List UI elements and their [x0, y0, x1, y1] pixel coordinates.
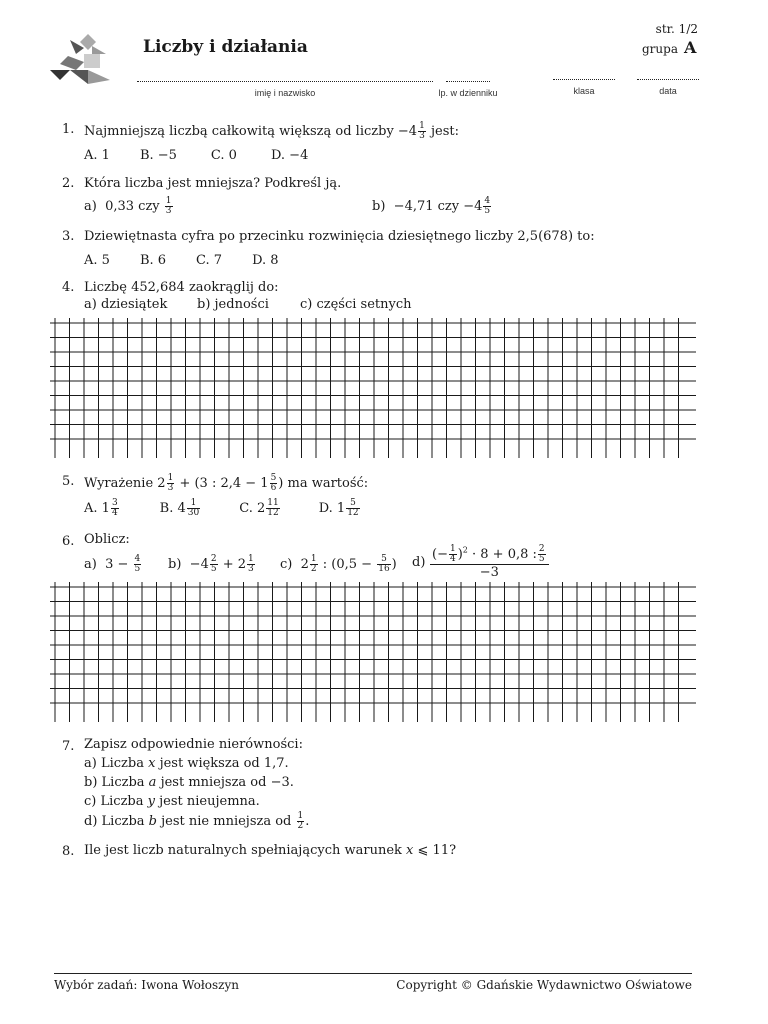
q2-part-b: b) −4,71 czy −4 $\frac{4}{5}$: [372, 196, 491, 216]
q5-option-b: B. 4 $\frac{1}{30}$: [159, 498, 200, 518]
worksheet-title: Liczby i działania: [143, 37, 308, 57]
footer-rule: [54, 973, 692, 974]
q1-text: Najmniejszą liczbą całkowitą większą od liczby −4 $\frac{1}{3}$ jest:: [84, 121, 459, 141]
q7-item-b: b) Liczba a jest mniejsza od −3.: [84, 775, 294, 790]
q3-text: Dziewiętnasta cyfra po przecinku rozwinięcia dziesiętnego liczby 2,5(678) to:: [84, 229, 595, 244]
group-label: grupa: [642, 42, 678, 56]
q1-option-c: C. 0: [210, 148, 237, 163]
q3-number: 3.: [62, 229, 75, 244]
q6-part-c: c) 2 $\frac{1}{2}$ : (0,5 − $\frac{5}{16}$ ): [280, 554, 397, 574]
q8-text: Ile jest liczb naturalnych spełniających warunek x ⩽ 11?: [84, 843, 457, 858]
footer-copyright: Copyright © Gdańskie Wydawnictwo Oświatowe: [396, 978, 692, 992]
publisher-logo: [48, 32, 114, 88]
q7-item-d: d) Liczba b jest nie mniejsza od $\frac{1}{2}$ .: [84, 811, 310, 831]
q6-number: 6.: [62, 534, 75, 549]
q4-part-a: a) dziesiątek: [84, 297, 168, 312]
index-line: [446, 72, 490, 82]
q2-number: 2.: [62, 176, 75, 191]
q3-option-a: A. 5: [84, 253, 110, 268]
answer-grid-q6[interactable]: [50, 582, 696, 722]
q1-number: 1.: [62, 122, 75, 137]
field-label-name: imię i nazwisko: [254, 88, 316, 98]
name-line: [137, 72, 433, 82]
group-value: A: [684, 38, 697, 57]
class-line: [553, 70, 615, 80]
q1-option-a: A. 1: [84, 148, 110, 163]
q3-option-c: C. 7: [196, 253, 223, 268]
field-label-date: data: [659, 86, 677, 96]
q2-text: Która liczba jest mniejsza? Podkreśl ją.: [84, 176, 342, 191]
q2-part-a: a) 0,33 czy $\frac{1}{3}$: [84, 196, 172, 216]
q3-option-d: D. 8: [252, 253, 279, 268]
q7-item-a: a) Liczba x jest większa od 1,7.: [84, 756, 289, 771]
q5-option-d: D. 1 $\frac{5}{12}$: [318, 498, 359, 518]
page-number: str. 1/2: [655, 22, 698, 36]
q8-number: 8.: [62, 844, 75, 859]
q7-item-c: c) Liczba y jest nieujemna.: [84, 794, 260, 809]
q4-number: 4.: [62, 280, 75, 295]
field-label-index: lp. w dzienniku: [438, 88, 498, 98]
q6-part-d-label: d): [412, 555, 426, 570]
q4-part-b: b) jedności: [197, 297, 269, 312]
q6-text: Oblicz:: [84, 532, 130, 547]
q3-options: [84, 253, 307, 268]
q1-option-d: D. −4: [270, 148, 309, 163]
q5-text: Wyrażenie 2 $\frac{1}{3}$ + (3 : 2,4 − 1 $\frac{5}{6}$ ) ma wartość:: [84, 473, 369, 493]
date-line: [637, 70, 699, 80]
q5-option-a: A. 1 $\frac{3}{4}$: [84, 498, 118, 518]
q7-text: Zapisz odpowiednie nierówności:: [84, 737, 303, 752]
field-label-class: klasa: [573, 86, 595, 96]
q4-part-c: c) części setnych: [300, 297, 412, 312]
q1-options: [84, 148, 336, 163]
q7-number: 7.: [62, 739, 75, 754]
q5-number: 5.: [62, 474, 75, 489]
q5-option-c: C. 2 $\frac{11}{12}$: [239, 498, 279, 518]
q6-part-a: a) 3 − $\frac{4}{5}$: [84, 554, 141, 574]
q6-part-b: b) −4 $\frac{2}{5}$ + 2 $\frac{1}{3}$: [168, 554, 254, 574]
q5-options: [84, 499, 389, 518]
q6-part-d: (− $\frac{1}{4}$ )$^2$ · 8 + 0,8 : $\frac{2}{5}$ −3: [430, 545, 549, 580]
q4-text: Liczbę 452,684 zaokrąglij do:: [84, 280, 279, 295]
footer-author: Wybór zadań: Iwona Wołoszyn: [54, 978, 239, 992]
answer-grid-q4[interactable]: [50, 318, 696, 458]
q3-option-b: B. 6: [139, 253, 167, 268]
q1-option-b: B. −5: [139, 148, 177, 163]
